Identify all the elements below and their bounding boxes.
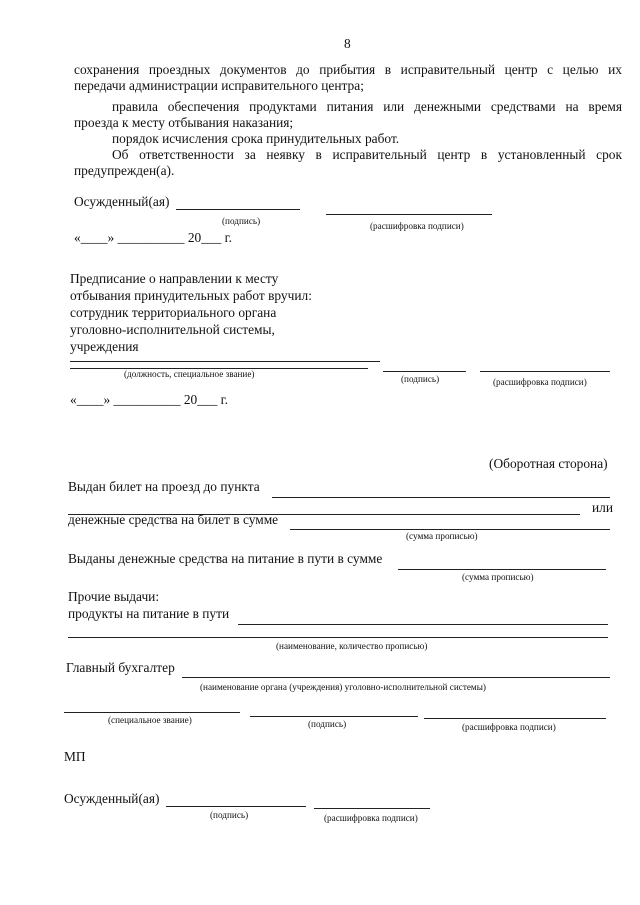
ticket-words-caption: (сумма прописью)	[406, 531, 478, 541]
accountant-org-line[interactable]	[182, 677, 610, 678]
reverse-side-label: (Оборотная сторона)	[489, 456, 608, 471]
ticket-destination-line[interactable]	[272, 497, 610, 498]
other-caption: (наименование, количество прописью)	[276, 641, 428, 651]
convict-date[interactable]: «____» __________ 20___ г.	[74, 230, 232, 245]
accountant-signature-caption: (подпись)	[308, 719, 347, 729]
other-food-line-2[interactable]	[68, 637, 608, 638]
officer-position-caption: (должность, специальное звание)	[124, 369, 255, 379]
food-words-caption: (сумма прописью)	[462, 572, 534, 582]
order-date[interactable]: «____» __________ 20___ г.	[70, 392, 228, 407]
ticket-label: Выдан билет на проезд до пункта	[68, 479, 260, 494]
intro-line-3: правила обеспечения продуктами питания или денежными средствами на время	[112, 99, 622, 114]
intro-line-1: сохранения проездных документов до прибытия в исправительный центр с целью их	[74, 62, 622, 77]
order-line-5: учреждения	[70, 339, 139, 354]
ticket-money-label: денежные средства на билет в сумме	[68, 512, 279, 527]
food-money-line[interactable]	[398, 569, 606, 570]
accountant-rank-caption: (специальное звание)	[108, 715, 192, 725]
intro-line-6: Об ответственности за неявку в исправительный центр в установленный срок	[112, 147, 622, 162]
officer-decoding-line[interactable]	[480, 371, 610, 372]
intro-line-4: проезда к месту отбывания наказания;	[74, 115, 294, 130]
ticket-money-line[interactable]	[290, 529, 610, 530]
convict2-signature-caption: (подпись)	[210, 810, 249, 820]
accountant-decoding-caption: (расшифровка подписи)	[462, 722, 556, 732]
convict2-signature-line[interactable]	[166, 806, 306, 807]
officer-decoding-caption: (расшифровка подписи)	[493, 377, 587, 387]
ticket-or: или	[592, 500, 614, 515]
order-line-2: отбывания принудительных работ вручил:	[70, 288, 312, 303]
accountant-label: Главный бухгалтер	[66, 660, 175, 675]
officer-signature-line[interactable]	[383, 371, 466, 372]
convict2-label: Осужденный(ая)	[64, 791, 160, 806]
convict-decoding-caption: (расшифровка подписи)	[370, 221, 464, 231]
convict-decoding-line[interactable]	[326, 214, 492, 215]
other-food-line[interactable]	[238, 624, 608, 625]
convict-signature-line[interactable]	[176, 209, 300, 210]
officer-line-top[interactable]	[70, 361, 380, 362]
accountant-org-caption: (наименование органа (учреждения) уголовно-исполнительной системы)	[200, 682, 486, 692]
accountant-signature-line[interactable]	[250, 716, 418, 717]
convict2-decoding-line[interactable]	[314, 808, 430, 809]
intro-line-5: порядок исчисления срока принудительных работ.	[112, 131, 400, 146]
order-line-4: уголовно-исполнительной системы,	[70, 322, 275, 337]
officer-signature-caption: (подпись)	[401, 374, 440, 384]
other-issues-label: Прочие выдачи:	[68, 589, 160, 604]
convict-signature-caption: (подпись)	[222, 216, 261, 226]
accountant-decoding-line[interactable]	[424, 718, 606, 719]
accountant-rank-line[interactable]	[64, 712, 240, 713]
intro-line-7: предупрежден(а).	[74, 163, 175, 178]
convict-label: Осужденный(ая)	[74, 194, 170, 209]
stamp-place: МП	[64, 749, 86, 764]
convict2-decoding-caption: (расшифровка подписи)	[324, 813, 418, 823]
order-line-1: Предписание о направлении к месту	[70, 271, 279, 286]
order-line-3: сотрудник территориального органа	[70, 305, 277, 320]
other-food-label: продукты на питание в пути	[68, 606, 230, 621]
intro-line-2: передачи администрации исправительного центра;	[74, 78, 364, 93]
page-number: 8	[344, 36, 351, 51]
food-money-label: Выданы денежные средства на питание в пути в сумме	[68, 551, 383, 566]
